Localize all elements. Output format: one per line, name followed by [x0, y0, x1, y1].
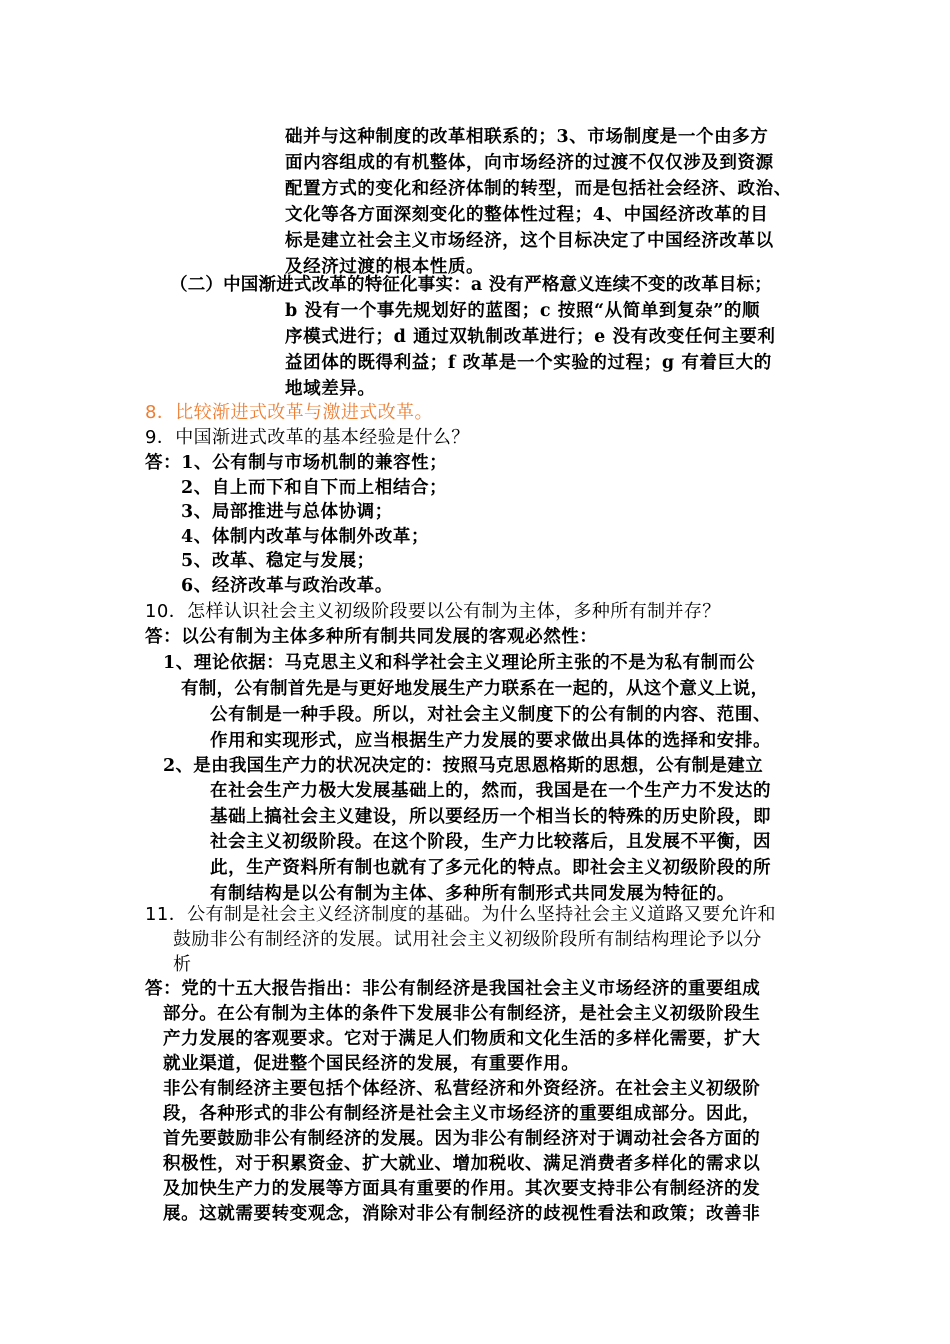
text-line: 及经济过渡的根本性质。: [285, 257, 485, 277]
text-line: 及加快生产力的发展等方面具有重要的作用。其次要支持非公有制经济的发: [163, 1179, 761, 1199]
text-line: 首先要鼓励非公有制经济的发展。因为非公有制经济对于调动社会各方面的: [163, 1129, 761, 1149]
answer-item: 6、经济改革与政治改革。: [181, 576, 393, 596]
text-line: 段，各种形式的非公有制经济是社会主义市场经济的重要组成部分。因此，: [163, 1104, 761, 1124]
text-line: 此，生产资料所有制也就有了多元化的特点。即社会主义初级阶段的所: [210, 858, 772, 878]
text-line: 面内容组成的有机整体，向市场经济的过渡不仅仅涉及到资源: [285, 153, 774, 173]
text-line: 非公有制经济主要包括个体经济、私营经济和外资经济。在社会主义初级阶: [163, 1079, 761, 1099]
text-line: 就业渠道，促进整个国民经济的发展，有重要作用。: [163, 1054, 580, 1074]
question-heading: 9．中国渐进式改革的基本经验是什么？: [145, 427, 470, 448]
text-line: 1、理论依据：马克思主义和科学社会主义理论所主张的不是为私有制而公: [163, 653, 755, 673]
answer-item: 2、自上而下和自下而上相结合；: [181, 478, 448, 498]
answer-line: 答：以公有制为主体多种所有制共同发展的客观必然性：: [145, 627, 598, 647]
text-line: 有制，公有制首先是与更好地发展生产力联系在一起的，从这个意义上说，: [181, 679, 769, 699]
text-line: 公有制是一种手段。所以，对社会主义制度下的公有制的内容、范围、: [210, 705, 772, 725]
text-line: 序模式进行；d 通过双轨制改革进行；e 没有改变任何主要利: [285, 327, 776, 347]
text-line: 标是建立社会主义市场经济，这个目标决定了中国经济改革以: [285, 231, 774, 251]
text-line: 作用和实现形式，应当根据生产力发展的要求做出具体的选择和安排。: [210, 731, 772, 751]
text-line: 地域差异。: [285, 379, 376, 399]
text-line: 础并与这种制度的改革相联系的；3、市场制度是一个由多方: [285, 127, 769, 147]
question-heading: 8．比较渐进式改革与激进式改革。: [145, 402, 433, 423]
text-line: 益团体的既得利益；f 改革是一个实验的过程；g 有着巨大的: [285, 353, 772, 373]
answer-item: 3、局部推进与总体协调；: [181, 502, 393, 522]
text-line: 基础上搞社会主义建设，所以要经历一个相当长的特殊的历史阶段，即: [210, 807, 772, 827]
question-heading: 11．公有制是社会主义经济制度的基础。为什么坚持社会主义道路又要允许和: [145, 904, 776, 925]
text-line: 积极性，对于积累资金、扩大就业、增加税收、满足消费者多样化的需求以: [163, 1154, 761, 1174]
text-line: 配置方式的变化和经济体制的转型，而是包括社会经济、政治、: [285, 179, 792, 199]
text-line: 展。这就需要转变观念，消除对非公有制经济的歧视性看法和政策；改善非: [163, 1204, 761, 1224]
answer-line: 答：党的十五大报告指出：非公有制经济是我国社会主义市场经济的重要组成: [145, 979, 761, 999]
answer-item: 5、改革、稳定与发展；: [181, 551, 375, 571]
text-line: 社会主义初级阶段。在这个阶段，生产力比较落后，且发展不平衡，因: [210, 832, 772, 852]
text-line: 部分。在公有制为主体的条件下发展非公有制经济，是社会主义初级阶段生: [163, 1004, 761, 1024]
answer-item: 4、体制内改革与体制外改革；: [181, 527, 430, 547]
text-line: 2、是由我国生产力的状况决定的：按照马克思恩格斯的思想，公有制是建立: [163, 756, 763, 776]
text-line: 在社会生产力极大发展基础上的，然而，我国是在一个生产力不发达的: [210, 781, 772, 801]
answer-line: 答：1、公有制与市场机制的兼容性；: [145, 453, 448, 473]
question-heading: 析: [173, 954, 192, 975]
text-line: 产力发展的客观要求。它对于满足人们物质和文化生活的多样化需要，扩大: [163, 1029, 761, 1049]
question-heading: 鼓励非公有制经济的发展。试用社会主义初级阶段所有制结构理论予以分: [173, 929, 762, 950]
text-line: 有制结构是以公有制为主体、多种所有制形式共同发展为特征的。: [210, 884, 735, 904]
question-heading: 10．怎样认识社会主义初级阶段要以公有制为主体，多种所有制并存？: [145, 601, 721, 622]
text-line: b 没有一个事先规划好的蓝图；c 按照“从简单到复杂”的顺: [285, 301, 761, 321]
section-heading: （二）中国渐进式改革的特征化事实：a 没有严格意义连续不变的改革目标；: [170, 275, 772, 295]
text-line: 文化等各方面深刻变化的整体性过程；4、中国经济改革的目: [285, 205, 769, 225]
